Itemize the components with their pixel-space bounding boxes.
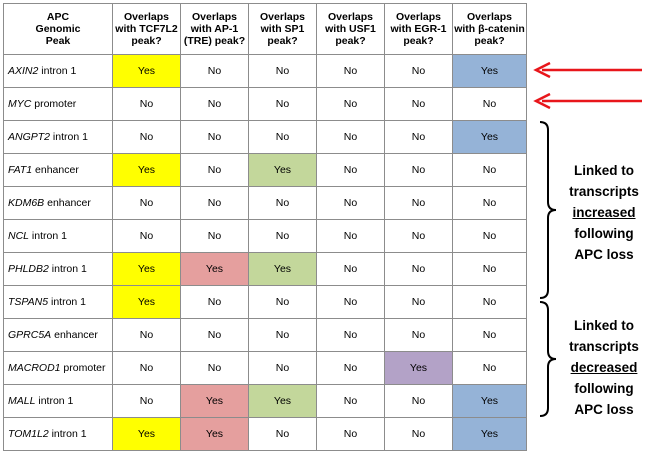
cell-egr1: No bbox=[385, 286, 453, 319]
cell-ap1: No bbox=[181, 286, 249, 319]
cell-ap1: No bbox=[181, 220, 249, 253]
cell-usf1: No bbox=[317, 88, 385, 121]
cell-egr1: Yes bbox=[385, 352, 453, 385]
header-genomic-peak: APC Genomic Peak bbox=[4, 4, 113, 55]
gene-name: AXIN2 bbox=[8, 65, 39, 77]
header-tcf7l2: Overlaps with TCF7L2 peak? bbox=[113, 4, 181, 55]
cell-tcf7l2: No bbox=[113, 88, 181, 121]
cell-egr1: No bbox=[385, 220, 453, 253]
cell-tcf7l2: Yes bbox=[113, 418, 181, 451]
cell-sp1: Yes bbox=[249, 154, 317, 187]
cell-beta-catenin: No bbox=[453, 286, 527, 319]
cell-ap1: No bbox=[181, 154, 249, 187]
gene-name: KDM6B bbox=[8, 197, 45, 209]
cell-tcf7l2: No bbox=[113, 385, 181, 418]
label-decreased: Linked to transcripts decreased following APC loss bbox=[569, 318, 639, 417]
cell-usf1: No bbox=[317, 286, 385, 319]
peak-location: intron 1 bbox=[48, 263, 87, 275]
cell-egr1: No bbox=[385, 319, 453, 352]
cell-sp1: No bbox=[249, 121, 317, 154]
cell-usf1: No bbox=[317, 352, 385, 385]
peak-location: intron 1 bbox=[48, 428, 87, 440]
cell-ap1: No bbox=[181, 55, 249, 88]
gene-name: ANGPT2 bbox=[8, 131, 51, 143]
cell-usf1: No bbox=[317, 154, 385, 187]
cell-sp1: Yes bbox=[249, 253, 317, 286]
header-sp1: Overlaps with SP1 peak? bbox=[249, 4, 317, 55]
cell-tcf7l2: No bbox=[113, 319, 181, 352]
cell-egr1: No bbox=[385, 55, 453, 88]
table-row bbox=[4, 352, 527, 385]
bracket-decreased-icon bbox=[538, 300, 558, 418]
header-egr1: Overlaps with EGR-1 peak? bbox=[385, 4, 453, 55]
arrow-axin2-icon bbox=[532, 62, 644, 78]
header-usf1: Overlaps with USF1 peak? bbox=[317, 4, 385, 55]
genomic-peak-cell bbox=[4, 55, 113, 88]
cell-egr1: No bbox=[385, 253, 453, 286]
cell-ap1: No bbox=[181, 352, 249, 385]
cell-ap1: Yes bbox=[181, 418, 249, 451]
overlap-table bbox=[3, 3, 527, 451]
cell-beta-catenin: Yes bbox=[453, 385, 527, 418]
gene-name: PHLDB2 bbox=[8, 263, 49, 275]
table-row bbox=[4, 88, 527, 121]
genomic-peak-cell bbox=[4, 88, 113, 121]
cell-usf1: No bbox=[317, 55, 385, 88]
table-row bbox=[4, 187, 527, 220]
cell-beta-catenin: Yes bbox=[453, 121, 527, 154]
peak-location: intron 1 bbox=[38, 65, 77, 77]
table-row bbox=[4, 418, 527, 451]
cell-ap1: Yes bbox=[181, 385, 249, 418]
gene-name: MACROD1 bbox=[8, 362, 61, 374]
cell-ap1: Yes bbox=[181, 253, 249, 286]
table-row bbox=[4, 385, 527, 418]
gene-name: MYC bbox=[8, 98, 32, 110]
cell-egr1: No bbox=[385, 154, 453, 187]
genomic-peak-cell bbox=[4, 286, 113, 319]
cell-sp1: No bbox=[249, 55, 317, 88]
arrow-myc-icon bbox=[532, 93, 644, 109]
peak-location: intron 1 bbox=[29, 230, 67, 242]
cell-egr1: No bbox=[385, 385, 453, 418]
peak-location: promoter bbox=[60, 362, 106, 374]
cell-sp1: Yes bbox=[249, 385, 317, 418]
cell-beta-catenin: No bbox=[453, 154, 527, 187]
cell-sp1: No bbox=[249, 319, 317, 352]
cell-usf1: No bbox=[317, 220, 385, 253]
genomic-peak-cell bbox=[4, 187, 113, 220]
table-row bbox=[4, 253, 527, 286]
peak-location: intron 1 bbox=[35, 395, 74, 407]
gene-name: TSPAN5 bbox=[8, 296, 49, 308]
cell-egr1: No bbox=[385, 88, 453, 121]
cell-beta-catenin: No bbox=[453, 253, 527, 286]
cell-egr1: No bbox=[385, 121, 453, 154]
genomic-peak-cell bbox=[4, 121, 113, 154]
cell-tcf7l2: Yes bbox=[113, 286, 181, 319]
table-body bbox=[4, 55, 527, 451]
genomic-peak-cell bbox=[4, 253, 113, 286]
peak-location: intron 1 bbox=[50, 131, 88, 143]
table-row bbox=[4, 121, 527, 154]
cell-usf1: No bbox=[317, 319, 385, 352]
cell-ap1: No bbox=[181, 88, 249, 121]
cell-usf1: No bbox=[317, 253, 385, 286]
cell-tcf7l2: Yes bbox=[113, 154, 181, 187]
gene-name: TOM1L2 bbox=[8, 428, 49, 440]
cell-tcf7l2: No bbox=[113, 220, 181, 253]
genomic-peak-cell bbox=[4, 418, 113, 451]
cell-tcf7l2: Yes bbox=[113, 253, 181, 286]
header-ap1: Overlaps with AP-1 (TRE) peak? bbox=[181, 4, 249, 55]
table-row bbox=[4, 286, 527, 319]
cell-sp1: No bbox=[249, 352, 317, 385]
cell-beta-catenin: No bbox=[453, 187, 527, 220]
cell-beta-catenin: Yes bbox=[453, 418, 527, 451]
peak-location: enhancer bbox=[32, 164, 79, 176]
table-row bbox=[4, 154, 527, 187]
cell-tcf7l2: No bbox=[113, 187, 181, 220]
label-increased: Linked to transcripts increased following APC loss bbox=[569, 163, 639, 262]
table-row bbox=[4, 319, 527, 352]
genomic-peak-cell bbox=[4, 154, 113, 187]
cell-sp1: No bbox=[249, 418, 317, 451]
peak-location: enhancer bbox=[51, 329, 98, 341]
cell-egr1: No bbox=[385, 418, 453, 451]
cell-usf1: No bbox=[317, 187, 385, 220]
cell-ap1: No bbox=[181, 187, 249, 220]
header-row bbox=[4, 4, 527, 55]
cell-usf1: No bbox=[317, 418, 385, 451]
cell-beta-catenin: No bbox=[453, 220, 527, 253]
bracket-increased-icon bbox=[538, 120, 558, 300]
cell-usf1: No bbox=[317, 385, 385, 418]
genomic-peak-cell bbox=[4, 385, 113, 418]
genomic-peak-cell bbox=[4, 352, 113, 385]
gene-name: GPRC5A bbox=[8, 329, 52, 341]
cell-sp1: No bbox=[249, 187, 317, 220]
cell-tcf7l2: No bbox=[113, 352, 181, 385]
cell-ap1: No bbox=[181, 121, 249, 154]
peak-location: intron 1 bbox=[48, 296, 87, 308]
genomic-peak-cell bbox=[4, 319, 113, 352]
cell-sp1: No bbox=[249, 220, 317, 253]
gene-name: FAT1 bbox=[8, 164, 33, 176]
cell-beta-catenin: No bbox=[453, 88, 527, 121]
header-beta-catenin: Overlaps with β-catenin peak? bbox=[453, 4, 527, 55]
cell-beta-catenin: Yes bbox=[453, 55, 527, 88]
gene-name: NCL bbox=[8, 230, 30, 242]
cell-tcf7l2: Yes bbox=[113, 55, 181, 88]
peak-location: enhancer bbox=[44, 197, 91, 209]
table-row bbox=[4, 220, 527, 253]
cell-tcf7l2: No bbox=[113, 121, 181, 154]
cell-usf1: No bbox=[317, 121, 385, 154]
peak-location: promoter bbox=[31, 98, 77, 110]
cell-beta-catenin: No bbox=[453, 319, 527, 352]
genomic-peak-cell bbox=[4, 220, 113, 253]
table-row bbox=[4, 55, 527, 88]
cell-beta-catenin: No bbox=[453, 352, 527, 385]
cell-sp1: No bbox=[249, 88, 317, 121]
cell-egr1: No bbox=[385, 187, 453, 220]
gene-name: MALL bbox=[8, 395, 36, 407]
cell-ap1: No bbox=[181, 319, 249, 352]
cell-sp1: No bbox=[249, 286, 317, 319]
